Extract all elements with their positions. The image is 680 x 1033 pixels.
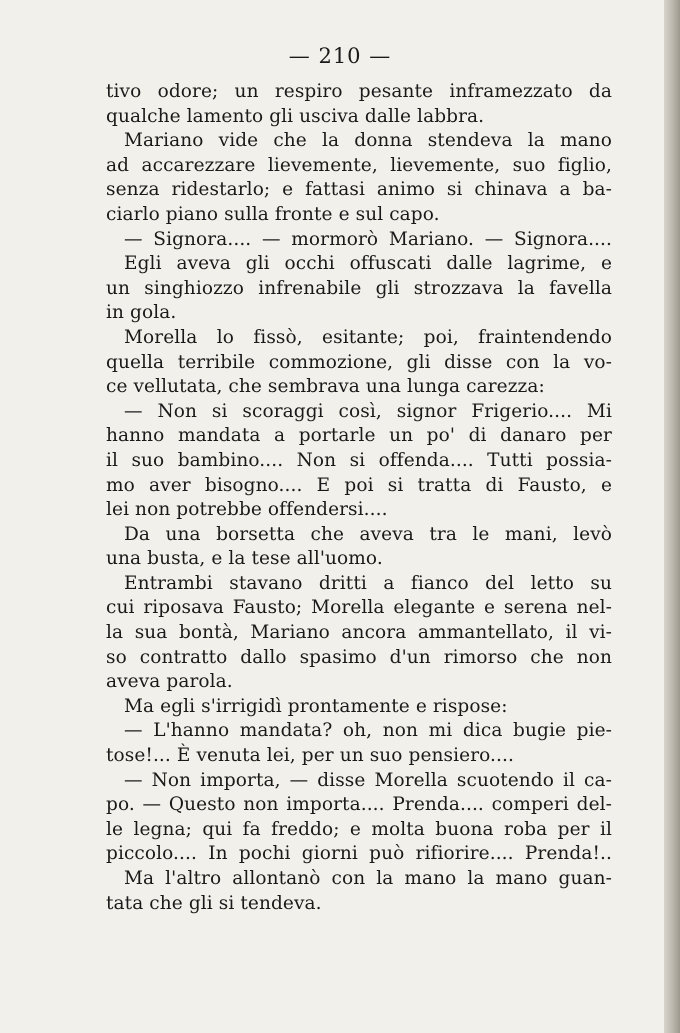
text-line: quella terribile commozione, gli disse con la vo-	[106, 351, 612, 373]
text-line: Da una borsetta che aveva tra le mani, levò	[124, 523, 612, 545]
text-line: in gola.	[106, 302, 177, 324]
text-line: aveva parola.	[106, 671, 233, 693]
text-line: una busta, e la tese all'uomo.	[106, 548, 383, 570]
text-line: Morella lo fissò, esitante; poi, fraintendendo	[124, 326, 612, 348]
text-line: Ma egli s'irrigidì prontamente e rispose:	[124, 695, 508, 717]
text-line: Ma l'altro allontanò con la mano la mano guan-	[124, 868, 612, 889]
text-line: — Non importa, — disse Morella scuotendo il ca-	[124, 769, 612, 791]
text-line: qualche lamento gli usciva dalle labbra.	[106, 105, 485, 127]
text-line: tivo odore; un respiro pesante inframezzato da	[106, 81, 612, 102]
body-text	[106, 80, 612, 916]
text-line: il suo bambino.... Non si offenda.... Tutti possia-	[106, 449, 612, 471]
text-line: Mariano vide che la donna stendeva la mano	[124, 130, 612, 152]
text-line: po. — Questo non importa.... Prenda.... comperi del-	[106, 794, 612, 816]
text-line: le legna; qui fa freddo; e molta buona roba per il	[106, 818, 612, 840]
text-line: so contratto dallo spasimo d'un rimorso che non	[106, 646, 612, 668]
text-line: piccolo.... In pochi giorni può rifiorire.... Prenda!..	[106, 843, 612, 865]
text-line: lei non potrebbe offendersi....	[106, 499, 388, 521]
text-line: — Signora.... — mormorò Mariano. — Signora....	[124, 228, 612, 250]
text-line: tata che gli si tendeva.	[106, 892, 322, 914]
text-line: — Non si scoraggi così, signor Frigerio.... Mi	[124, 400, 612, 422]
text-line: Entrambi stavano dritti a fianco del letto su	[124, 572, 612, 594]
text-line: ce vellutata, che sembrava una lunga carezza:	[106, 376, 545, 398]
text-line: — L'hanno mandata? oh, non mi dica bugie pie-	[124, 720, 612, 742]
page-edge	[664, 0, 680, 1033]
text-line: hanno mandata a portarle un po' di danaro per	[106, 425, 612, 447]
text-line: ciarlo piano sulla fronte e sul capo.	[106, 203, 440, 225]
text-line: un singhiozzo infrenabile gli strozzava la favella	[106, 277, 612, 299]
text-line: tose!... È venuta lei, per un suo pensiero....	[106, 745, 514, 767]
text-line: la sua bontà, Mariano ancora ammantellato, il vi-	[106, 622, 612, 644]
text-line: senza ridestarlo; e fattasi animo si chinava a ba-	[106, 179, 612, 201]
text-line: ad accarezzare lievemente, lievemente, suo figlio,	[106, 154, 612, 176]
text-line: Egli aveva gli occhi offuscati dalle lagrime, e	[124, 253, 612, 275]
page-number: — 210 —	[288, 44, 392, 68]
text-line: mo aver bisogno.... E poi si tratta di Fausto, e	[106, 474, 612, 496]
text-line: cui riposava Fausto; Morella elegante e serena nel-	[106, 597, 612, 619]
